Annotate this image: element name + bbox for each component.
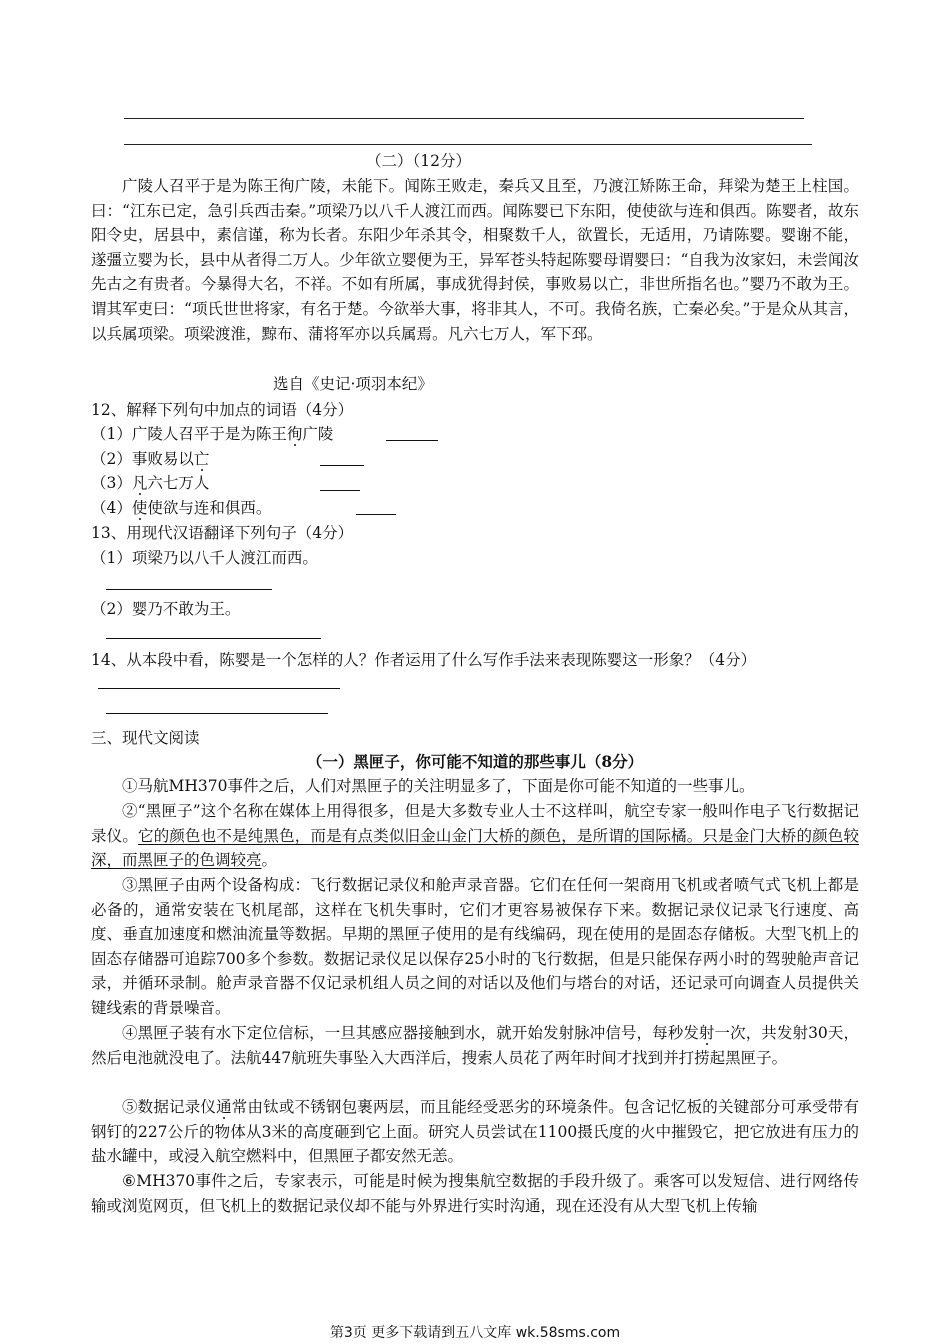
article-paragraph-1: ①马航MH370事件之后，人们对黑匣子的关注明显多了，下面是你可能不知道的一些事儿。 [122,777,755,795]
article-paragraph-2 [91,799,859,873]
article-paragraph-4-pre: ④黑匣子装有水下定位信标，一旦其感应器接触到水，就开始发射脉冲信号，每秒发 [122,1024,699,1042]
q13-item-2: （2）婴乃不敢为王。 [91,600,241,618]
q12-item-2-pre: （2）事败易以 [91,450,194,468]
q12-item-2-dotted: 亡 [193,450,210,468]
q12-blank-2[interactable] [320,465,364,466]
article-paragraph-4 [91,1021,859,1070]
q12-item-4-post: 使欲与连和俱西。 [147,499,272,517]
article-paragraph-5-dotted: 通 [216,1098,232,1116]
article-paragraph-4-dotted: 射 [698,1024,715,1042]
answer-line-top-1 [124,118,804,119]
article-paragraph-5-pre: ⑤数据记录仪 [122,1098,217,1116]
q12-item-2 [91,447,209,471]
q12-stem: 12、解释下列句中加点的词语（4分） [91,401,354,419]
q14-answer-line-1[interactable] [98,688,340,689]
q14-answer-line-2[interactable] [106,713,328,714]
q12-item-1 [91,422,333,446]
q13-answer-line-2[interactable] [106,638,321,639]
q12-blank-3[interactable] [320,490,360,491]
section3-heading: 三、现代文阅读 [91,729,200,747]
article-paragraph-3: ③黑匣子由两个设备构成：飞行数据记录仪和舱声录音器。它们在任何一架商用飞机或者喷气式飞机上都是必备的，通常安装在飞机尾部，这样在飞机失事时，它们才更容易被保存下来。数据记录仪记录飞行速度、高度、垂直加速度和燃油流量等数据。早期的黑匣子使用的是有线编码，现在使用的是固态存储板。大型飞机上的固态存储器可追踪700多个参数。数据记录仪足以保存25小时的飞行数据，但是只能保存两小时的驾驶舱声音记录，并循环录制。舱声录音器不仅记录机组人员之间的对话以及他们与塔台的对话，还记录可向调查人员提供关键线索的背景噪音。 [91,876,859,1017]
q12-item-3-post: 六七万人 [147,474,210,492]
article-title: （一）黑匣子，你可能不知道的那些事儿（8分） [306,752,644,771]
article-paragraph-4-post: 一次，共发射30天，然后电池就没电了。法航447航班失事坠入大西洋后，搜索人员花了两年时间才找到并打捞起黑匣子。 [91,1024,859,1067]
q12-item-4 [91,496,271,520]
q12-blank-4[interactable] [356,514,396,515]
q12-item-1-pre: （1）广陵人召平于是为陈王 [91,425,287,443]
article-paragraph-6: ⑥MH370事件之后，专家表示，可能是时候为搜集航空数据的手段升级了。乘客可以发短信、进行网络传输或浏览网页，但飞机上的数据记录仪却不能与外界进行实时沟通，现在还没有从大型飞机上传输 [91,1172,859,1215]
article-paragraph-2-end: 。 [261,851,278,870]
q12-blank-1[interactable] [386,440,438,441]
q12-item-1-dotted: 徇 [286,425,303,443]
article-paragraph-5 [91,1095,859,1169]
q12-item-3 [91,471,209,495]
article-paragraph-5-post: 常由钛或不锈钢包裹两层，而且能经受恶劣的环境条件。包含记忆板的关键部分可承受带有钢钉的227公斤的物体从3米的高度砸到它上面。研究人员尝试在1100摄氏度的火中摧毁它，把它放进有压力的盐水罐中，或浸入航空燃料中，但黑匣子都安然无恙。 [91,1098,859,1166]
q12-item-1-post: 广陵 [302,425,334,443]
page-footer: 第3页 更多下载请到五八文库 wk.58sms.com [329,1325,621,1341]
answer-line-top-2 [124,144,812,145]
q12-item-4-pre: （4） [91,499,132,517]
q13-answer-line-1[interactable] [106,589,272,590]
article-paragraph-2-plain: ②“黑匣子”这个名称在媒体上用得很多，但是大多数专业人士不这样叫，航空专家一般叫作电子飞行数据记录仪。 [91,802,859,845]
q13-stem: 13、用现代汉语翻译下列句子（4分） [91,524,354,542]
q13-item-1: （1）项梁乃以八千人渡江而西。 [91,549,318,567]
q12-item-3-pre: （3） [91,474,132,492]
section2-title: （二）（12分） [366,152,471,170]
q14-stem: 14、从本段中看，陈婴是一个怎样的人？作者运用了什么写作手法来表现陈婴这一形象？（4分） [91,651,757,669]
q12-item-4-dotted: 使 [131,499,148,517]
passage-source: 选自《史记·项羽本纪》 [273,375,433,393]
q12-item-3-dotted: 凡 [131,474,148,492]
article-paragraph-2-underlined: 它的颜色也不是纯黑色，而是有点类似旧金山金门大桥的颜色，是所谓的国际橘。只是金门大桥的颜色较深，而黑匣子的色调较亮 [91,826,859,870]
section2-passage: 广陵人召平于是为陈王徇广陵，未能下。闻陈王败走，秦兵又且至，乃渡江矫陈王命，拜梁为楚王上柱国。曰：“江东已定，急引兵西击秦。”项梁乃以八千人渡江而西。闻陈婴已下东阳，使使欲与连和俱西。陈婴者，故东阳令史，居县中，素信谨，称为长者。东阳少年杀其令，相聚数千人，欲置长，无适用，乃请陈婴。婴谢不能，遂彊立婴为长，县中从者得二万人。少年欲立婴便为王，异军苍头特起陈婴母谓婴曰：“自我为汝家妇，未尝闻汝先古之有贵者。今暴得大名，不祥。不如有所属，事成犹得封侯，事败易以亡，非世所指名也。”婴乃不敢为王。谓其军吏曰：“项氏世世将家，有名于楚。今欲举大事，将非其人，不可。我倚名族，亡秦必矣。”于是众从其言，以兵属项梁。项梁渡淮，黥布、蒲将军亦以兵属焉。凡六七万人，军下邳。 [91,177,859,343]
